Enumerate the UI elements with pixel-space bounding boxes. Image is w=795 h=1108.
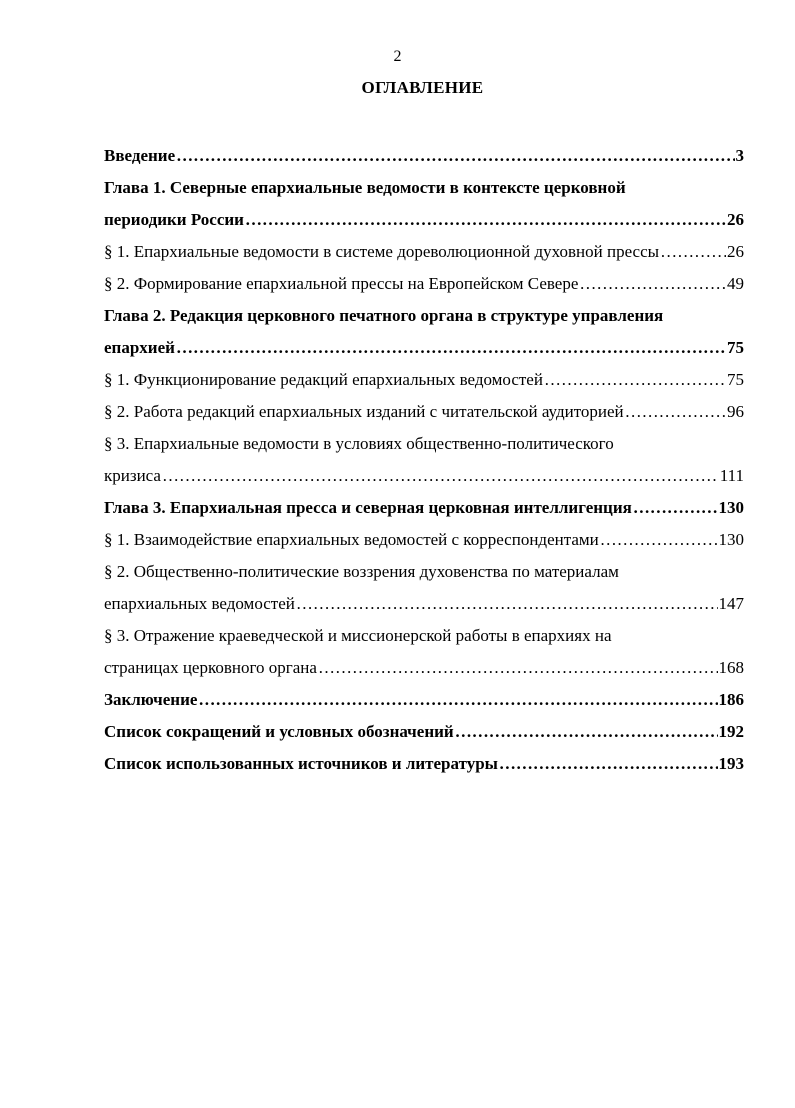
toc-entry-section-3-2	[104, 588, 744, 620]
toc-title: ОГЛАВЛЕНИЕ	[361, 78, 484, 97]
dot-leader	[455, 716, 718, 748]
toc-entry-text: периодики России	[104, 210, 244, 229]
dot-leader	[176, 332, 726, 364]
toc-entry-section-3-3	[104, 652, 744, 684]
toc-entry-page: 111	[719, 466, 744, 485]
toc-entry-text: кризиса	[104, 466, 161, 485]
toc-entry-section-1-2	[104, 268, 744, 300]
table-of-contents	[104, 140, 744, 780]
toc-entry-text: § 1. Функционирование редакций епархиальных ведомостей	[104, 370, 543, 389]
toc-entry-page: 75	[727, 370, 744, 389]
toc-entry-conclusion	[104, 684, 744, 716]
toc-entry-section-1-1	[104, 236, 744, 268]
toc-entry-section-3-3-line1	[104, 620, 744, 652]
toc-entry-text: Глава 2. Редакция церковного печатного органа в структуре управления	[104, 306, 664, 325]
toc-entry-chapter-1-line1	[104, 172, 744, 204]
toc-entry-page: 49	[727, 274, 744, 293]
toc-entry-text: Глава 3. Епархиальная пресса и северная церковная интеллигенция	[104, 498, 632, 517]
toc-entry-text: Глава 1. Северные епархиальные ведомости в контексте церковной	[104, 178, 626, 197]
dot-leader	[176, 140, 734, 172]
toc-entry-page: 193	[718, 754, 744, 773]
toc-entry-text: § 1. Взаимодействие епархиальных ведомостей с корреспондентами	[104, 530, 599, 549]
toc-entry-chapter-2-line1	[104, 300, 744, 332]
dot-leader	[633, 492, 718, 524]
toc-entry-text: § 3. Отражение краеведческой и миссионерской работы в епархиях на	[104, 626, 612, 645]
toc-entry-page: 186	[718, 690, 744, 709]
toc-entry-section-3-1	[104, 524, 744, 556]
toc-entry-section-2-3	[104, 460, 744, 492]
toc-entry-text: страницах церковного органа	[104, 658, 317, 677]
toc-entry-chapter-3	[104, 492, 744, 524]
toc-entry-page: 96	[727, 402, 744, 421]
toc-entry-page: 26	[727, 242, 744, 261]
toc-entry-text: § 2. Работа редакций епархиальных изданий с читательской аудиторией	[104, 402, 624, 421]
toc-entry-text: § 1. Епархиальные ведомости в системе дореволюционной духовной прессы	[104, 242, 660, 261]
toc-entry-text: Введение	[104, 146, 176, 165]
toc-entry-introduction	[104, 140, 744, 172]
toc-entry-text: Заключение	[104, 690, 198, 709]
dot-leader	[499, 748, 718, 780]
toc-entry-text: Список сокращений и условных обозначений	[104, 722, 454, 741]
dot-leader	[660, 236, 726, 268]
toc-entry-page: 168	[718, 658, 744, 677]
toc-entry-section-3-2-line1	[104, 556, 744, 588]
toc-entry-bibliography	[104, 748, 744, 780]
page-number: 2	[393, 48, 402, 65]
dot-leader	[198, 684, 717, 716]
toc-entry-text: епархиальных ведомостей	[104, 594, 295, 613]
toc-entry-page: 147	[718, 594, 744, 613]
toc-entry-page: 26	[727, 210, 744, 229]
toc-entry-text: епархией	[104, 338, 175, 357]
toc-entry-page: 192	[718, 722, 744, 741]
toc-entry-page: 130	[718, 498, 744, 517]
toc-entry-chapter-2	[104, 332, 744, 364]
toc-entry-section-2-1	[104, 364, 744, 396]
toc-entry-section-2-3-line1	[104, 428, 744, 460]
dot-leader	[544, 364, 726, 396]
dot-leader	[600, 524, 718, 556]
toc-entry-page: 75	[727, 338, 744, 357]
dot-leader	[579, 268, 726, 300]
toc-entry-text: § 2. Общественно-политические воззрения духовенства по материалам	[104, 562, 619, 581]
toc-entry-text: § 3. Епархиальные ведомости в условиях общественно-политического	[104, 434, 614, 453]
dot-leader	[162, 460, 719, 492]
toc-entry-section-2-2	[104, 396, 744, 428]
toc-entry-page: 3	[735, 146, 744, 165]
dot-leader	[296, 588, 718, 620]
toc-entry-page: 130	[718, 530, 744, 549]
toc-entry-abbreviations	[104, 716, 744, 748]
toc-entry-text: § 2. Формирование епархиальной прессы на Европейском Севере	[104, 274, 579, 293]
dot-leader	[625, 396, 726, 428]
dot-leader	[318, 652, 718, 684]
dot-leader	[245, 204, 726, 236]
toc-entry-chapter-1	[104, 204, 744, 236]
toc-entry-text: Список использованных источников и литературы	[104, 754, 498, 773]
